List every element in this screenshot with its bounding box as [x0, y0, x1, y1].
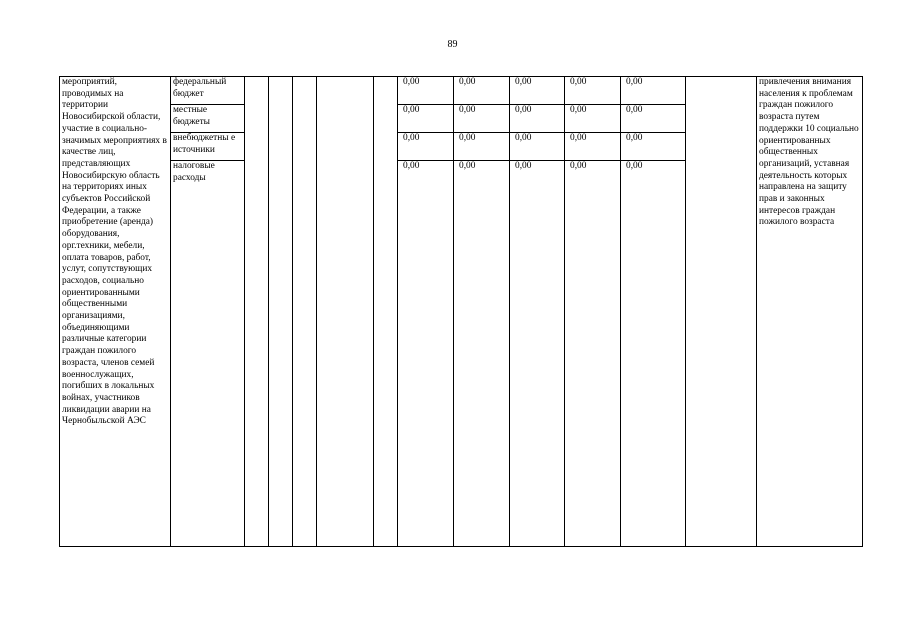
value-cell: 0,00 [621, 161, 686, 547]
value-cell: 0,00 [510, 105, 565, 133]
empty-cell [317, 77, 374, 547]
funding-source-cell: местные бюджеты [171, 105, 245, 133]
activity-description-cell [60, 77, 171, 547]
funding-source-cell: внебюджетны е источники [171, 133, 245, 161]
value-cell: 0,00 [510, 161, 565, 547]
value-cell: 0,00 [621, 133, 686, 161]
empty-cell [293, 77, 317, 547]
value-cell: 0,00 [454, 105, 510, 133]
value-cell: 0,00 [621, 77, 686, 105]
value-cell: 0,00 [510, 77, 565, 105]
value-cell: 0,00 [565, 105, 621, 133]
empty-cell [269, 77, 293, 547]
value-cell: 0,00 [454, 77, 510, 105]
activity-description: мероприятий, проводимых на территории Новосибирской области, участие в социально-значимых мероприятиях в качестве лиц, представляющих Новосибирскую область на территориях иных субъектов Российской Федерации, а также приобретение (аренда) оборудования, орг.техники, мебели, оплата товаров, работ, услут, сопутствующих расходов, социально ориентированными общественными организациями, объединяющими различные категории граждан пожилого возраста, членов семей военнослужащих, погибших в локальных войнах, участников ликвидации аварии на Чернобыльской АЭС [62, 77, 167, 427]
value-cell: 0,00 [398, 105, 454, 133]
value-cell: 0,00 [565, 161, 621, 547]
value-cell: 0,00 [565, 77, 621, 105]
value-cell: 0,00 [398, 133, 454, 161]
value-cell: 0,00 [398, 161, 454, 547]
value-cell: 0,00 [454, 133, 510, 161]
value-cell: 0,00 [454, 161, 510, 547]
funding-source-cell: федеральный бюджет [171, 77, 245, 105]
value-cell: 0,00 [510, 133, 565, 161]
expected-result: привлечения внимания населения к проблемам граждан пожилого возраста путем поддержки 10 социально ориентированных общественных организаций, уставная деятельность которых направлена на защиту прав и законных интересов граждан пожилого возраста [759, 77, 859, 228]
funding-source-cell: налоговые расходы [171, 161, 245, 547]
expected-result-cell [757, 77, 863, 547]
empty-cell [686, 77, 757, 547]
value-cell: 0,00 [565, 133, 621, 161]
value-cell: 0,00 [398, 77, 454, 105]
empty-cell [374, 77, 398, 547]
table-row [60, 77, 863, 105]
value-cell: 0,00 [621, 105, 686, 133]
page-number: 89 [447, 39, 458, 50]
empty-cell [245, 77, 269, 547]
program-activities-table [59, 76, 863, 547]
